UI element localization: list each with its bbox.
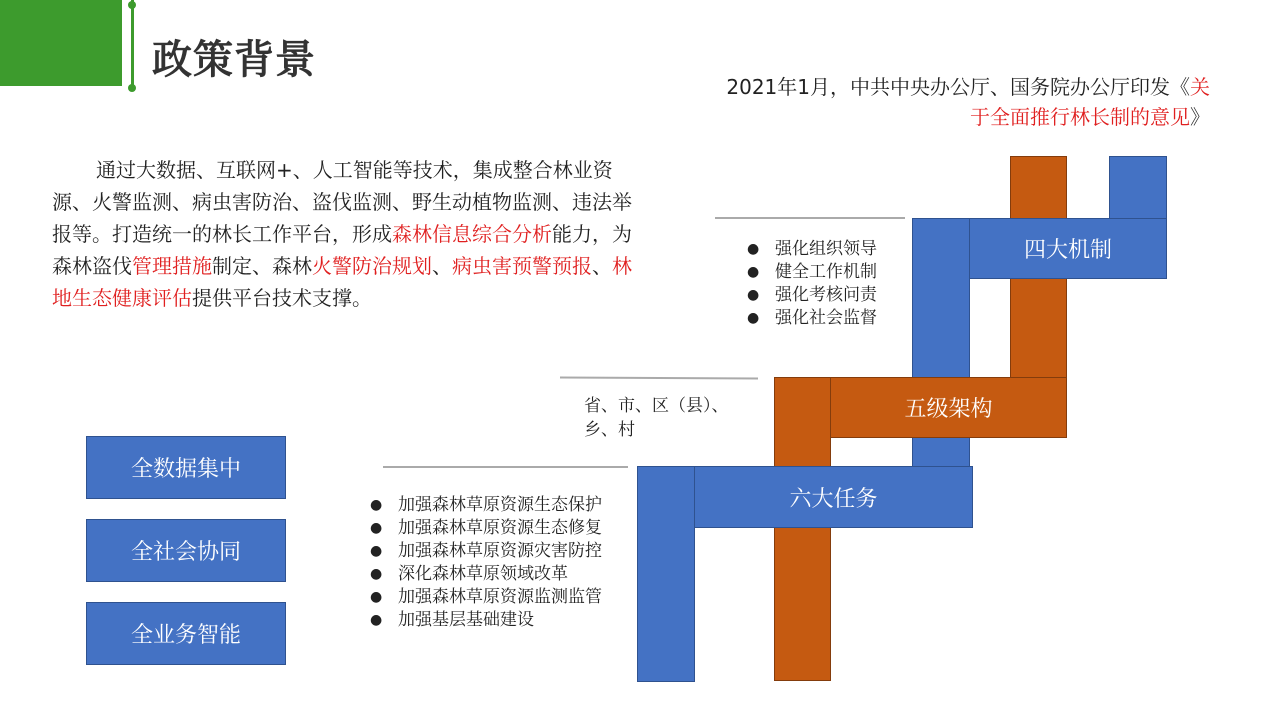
list-item: ● 加强森林草原资源生态保护 <box>370 494 602 517</box>
header-green-block <box>0 0 122 86</box>
stair-blue-column-top-right <box>1109 156 1167 220</box>
intro-highlight-pest: 病虫害预警预报 <box>452 254 592 278</box>
subtitle-close-quote: 》 <box>1190 105 1210 129</box>
header-divider-line <box>131 0 134 88</box>
list-item: ● 深化森林草原领域改革 <box>370 563 602 586</box>
six-tasks-box[interactable]: 六大任务 <box>694 466 973 528</box>
intro-text-1: 通过大数据、互联网+、人工智能等技术，集成整合林业资源、火警监测、病虫害防治、盗伐监测、野生动植物监测、违法举报等。打造统一的林长工作平台，形成 <box>52 158 632 246</box>
list-item: ● 强化组织领导 <box>747 238 877 261</box>
list-item: ● 加强森林草原资源监测监管 <box>370 586 602 609</box>
subtitle-red-part1: 关 <box>1190 75 1210 99</box>
four-mechanisms-list <box>747 238 877 330</box>
stair-blue-column-bottom <box>637 466 695 682</box>
intro-text-5: 、 <box>592 254 612 278</box>
list-item: ● 健全工作机制 <box>747 261 877 284</box>
full-society-collaboration-button[interactable]: 全社会协同 <box>86 519 286 582</box>
four-mechanisms-box[interactable]: 四大机制 <box>969 218 1167 279</box>
intro-text-3: 制定、森林 <box>212 254 312 278</box>
six-tasks-list <box>370 494 602 632</box>
intro-highlight-ecology: 林地生态健康评估 <box>52 254 632 310</box>
list-item: ● 加强基层基础建设 <box>370 609 602 632</box>
list-item: ● 加强森林草原资源灾害防控 <box>370 540 602 563</box>
subtitle-red-part2: 于全面推行林长制的意见 <box>970 105 1190 129</box>
five-level-regions: 省、市、区（县）、乡、村 <box>584 396 729 440</box>
intro-text-6: 提供平台技术支撑。 <box>192 286 372 310</box>
full-business-intelligence-button[interactable]: 全业务智能 <box>86 602 286 665</box>
separator-four <box>715 217 905 219</box>
policy-subtitle <box>640 72 1210 132</box>
list-item: ● 强化考核问责 <box>747 284 877 307</box>
intro-highlight-management: 管理措施 <box>132 254 212 278</box>
divider-top-dot <box>128 1 136 9</box>
intro-highlight-analysis: 森林信息综合分析 <box>392 222 552 246</box>
intro-paragraph <box>52 154 637 314</box>
full-data-centralization-button[interactable]: 全数据集中 <box>86 436 286 499</box>
intro-text-4: 、 <box>432 254 452 278</box>
list-item: ● 加强森林草原资源生态修复 <box>370 517 602 540</box>
separator-six <box>383 466 628 468</box>
separator-five <box>560 376 758 379</box>
stair-orange-column-bottom <box>774 377 831 681</box>
page-title: 政策背景 <box>152 37 316 83</box>
five-level-structure-box[interactable]: 五级架构 <box>830 377 1067 438</box>
list-item: ● 强化社会监督 <box>747 307 877 330</box>
divider-bottom-dot <box>128 84 136 92</box>
subtitle-text: 2021年1月，中共中央办公厅、国务院办公厅印发《 <box>726 75 1190 99</box>
intro-text-2: 能力，为森林盗伐 <box>52 222 632 278</box>
intro-highlight-fire: 火警防治规划 <box>312 254 432 278</box>
